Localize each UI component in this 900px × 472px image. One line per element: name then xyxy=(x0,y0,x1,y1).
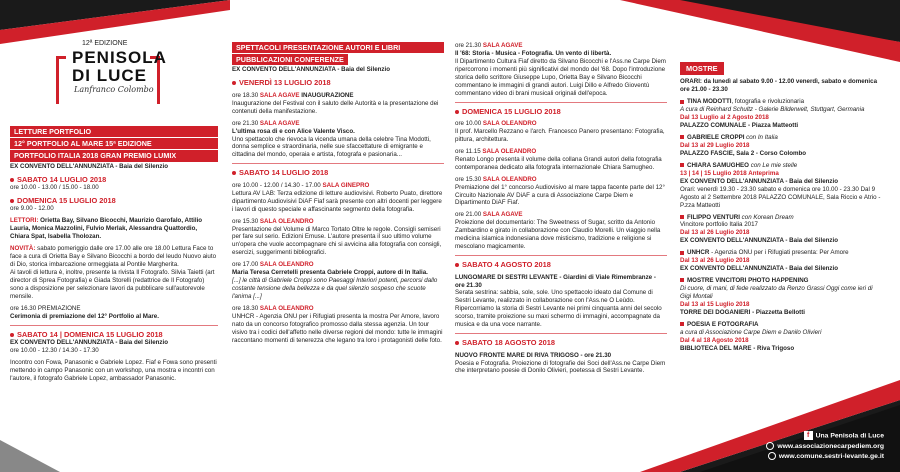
event-av-premiazione-text: Premiazione del 1° concorso Audiovisivo al mare tappa facente parte del 12° Circuito Nazionale AV DiAF a cura di Associazione Carpe Diem e Dipartimento DiAF Fiaf. xyxy=(455,183,665,207)
bar-letture: LETTURE PORTFOLIO xyxy=(10,126,218,137)
bar-portfolio-al-mare: 12° PORTFOLIO AL MARE 15ª EDIZIONE xyxy=(10,138,218,149)
day3-text: Incontro con Fowa, Panasonic e Gabriele Lopez. Fiaf e Fowa sono presenti mettendo in campo Panasonic con un workshop, una mostra e incontri con l'autore, il fotografo Gabriele Lopez, ambassador Panasonic. xyxy=(10,359,217,382)
event-longo-head: ore 11.15 SALA OLEANDRO xyxy=(455,147,537,155)
event-unhcr-text: UNHCR - Agenzia ONU per i Rifugiati presenta la mostra Per Amore, lavoro nato da un concorso fotografico promosso dalla stessa agenzia. Un tour visivo tra i codici dell'affetto nelle diverse regioni del mondo: tutte le immagini raccontano momenti di tenerezza che legano tra loro i protagonisti delle foto. xyxy=(232,312,443,344)
bar-spettacoli: SPETTACOLI PRESENTAZIONE AUTORI E LIBRI xyxy=(232,42,444,53)
mostre-header: MOSTRE xyxy=(680,62,724,75)
column-portfolio xyxy=(10,126,218,383)
column-eventi xyxy=(455,42,667,375)
website-link-carpediem[interactable]: www.associazionecarpediem.org xyxy=(766,442,884,452)
day-time-2: ore 9.00 - 12.00 xyxy=(10,205,54,213)
event-68-text: Il Dipartimento Cultura Fiaf diretto da Silvano Bicocchi e l'Ass.ne Carpe Diem ripercorrono i momenti più significativi del mondo del '68. Dopo l'introduzione storica dello scrittore Giuseppe Lupo, Orietta Bay e Silvano Bicocchi commentano le immagini di grandi autori. Luigi Dillo e Alfredo Gioventù commentano video di brani musicali originali dell'epoca. xyxy=(455,57,666,97)
mostra-item: FILIPPO VENTURI con Korean Dream Vincitore portfolio Italia 2017 Dal 13 al 26 Luglio 2018 EX CONVENTO DELL'ANNUNZIATA - Baia del Silenzio xyxy=(680,213,839,245)
event-croppi-text: Maria Teresa Cerretelli presenta Gabriele Croppi, autore di In Italia. xyxy=(232,269,428,277)
event-68-head: ore 21.30 SALA AGAVE xyxy=(455,42,523,49)
event-ultima-rosa-title: L'ultima rosa di e con Alice Valente Visco. xyxy=(232,127,355,135)
event-inaugurazione-text: Inaugurazione del Festival con il saluto delle Autorità e la presentazione dei contenuti della manifestazione. xyxy=(232,99,439,115)
event-riva-head: NUOVO FRONTE MARE DI RIVA TRIGOSO - ore 21.30 xyxy=(455,351,612,359)
mostra-item: TINA MODOTTI, fotografia e rivoluzionaria A cura di Reinhard Schultz - Galerie Bilderwelt, Stuttgart, Germania Dal 13 Luglio al 2 Agosto 2018 PALAZZO COMUNALE - Piazza Matteotti xyxy=(680,98,865,130)
event-av-premiazione-head: ore 15.30 SALA OLEANDRO xyxy=(455,175,537,183)
mostra-item: UNHCR - Agenzia ONU per i Rifugiati presenta: Per Amore Dal 13 al 26 Luglio 2018 EX CONVENTO DELL'ANNUNZIATA - Baia del Silenzio xyxy=(680,249,849,273)
day-heading-sabato-14: SABATO 14 LUGLIO 2018 xyxy=(232,168,444,177)
event-unhcr-head: ore 18.30 SALA OLEANDRO xyxy=(232,304,314,312)
day3-time: ore 10.00 - 12.30 / 14.30 - 17.30 xyxy=(10,347,99,355)
day-heading-venerdi: VENERDÌ 13 LUGLIO 2018 xyxy=(232,78,444,87)
event-avlab-text: Lettura AV LAB: Terza edizione di letture audiovisivi. Roberto Puato, direttore dipartimento Audiovisivi DiAF Fiaf sarà presente con altri docenti per leggere i lavori di questo speciale e affascinante segmento della fotografia. xyxy=(232,189,443,213)
logo-title-line1: PENISOLA xyxy=(72,47,167,67)
event-riva-text: Poesia e Fotografia. Proiezione di fotografie dei Soci dell'Ass.ne Carpe Diem che interpretano poesie di Donilo Olivieri, poetessa di Sestri Levante. xyxy=(455,359,666,375)
footer-links xyxy=(766,431,884,462)
column-mostre xyxy=(680,62,885,353)
event-croppi-quote: [...] le città di Gabriele Croppi sono Paesaggi Interiori potenti, percorsi dallo costante tensione della bellezza e da quel silenzio sospeso che scuote l'anima [...] xyxy=(232,277,438,300)
globe-icon xyxy=(768,452,776,460)
website-link-comune[interactable]: www.comune.sestri-levante.ge.it xyxy=(766,452,884,462)
mostra-item: MOSTRE VINCITORI PHOTO HAPPENING Di cuore, di mani, di fede realizzato da Renzo Grassi Oggi come ieri di Gigi Montali Dal 13 al 15 Luglio 2018 TORRE DEI DOGANIERI - Piazzetta Bellotti xyxy=(680,277,873,316)
day-heading-1: SABATO 14 LUGLIO 2018 xyxy=(10,175,218,184)
event-avlab-head: ore 10.00 - 12.00 / 14.30 - 17.00 SALA GINEPRO xyxy=(232,181,370,189)
bar-pubblicazioni: PUBBLICAZIONI CONFERENZE xyxy=(232,54,348,65)
mostra-item: CHIARA SAMUGHEO con Le mie stelle 13 | 14 | 15 Luglio 2018 Anteprima EX CONVENTO DELL'ANNUNZIATA - Baia del Silenzio Orari: venerdì 19.30 - 23.30 sabato e domenica ore 10.00 - 23.30 Dal 9 Agosto al 2 Settembre 2018 PALAZZO COMUNALE, Sala Riccio e Atrio - P.zza Matteotti xyxy=(680,161,881,209)
day-heading-2: DOMENICA 15 LUGLIO 2018 xyxy=(10,196,218,205)
day3-venue: EX CONVENTO DELL'ANNUNZIATA - Baia del Silenzio xyxy=(10,339,169,347)
mostre-orari: ORARI: da lunedì al sabato 9.00 - 12.00 venerdì, sabato e domenica ore 21.00 - 23.30 xyxy=(680,78,878,94)
event-sugar-text: Proiezione del documentario: The Sweetness of Sugar, scritto da Antonio Zambardino e girato in collaborazione con Claudio Morelli. Un viaggio nella medicina islamica indonesiana dove misticismo, tradizione e religione si mescolano magicamente. xyxy=(455,219,661,251)
festival-logo xyxy=(64,40,194,95)
bottom-left-grey-shape xyxy=(0,440,60,472)
event-68-title: Il '68: Storia - Musica - Fotografia. Un vento di libertà. xyxy=(455,49,612,57)
day-heading-domenica-15: DOMENICA 15 LUGLIO 2018 xyxy=(455,107,667,116)
day-heading-3: SABATO 14 | DOMENICA 15 LUGLIO 2018 xyxy=(10,330,218,339)
day-heading-sabato-4-agosto: SABATO 4 AGOSTO 2018 xyxy=(455,260,667,269)
facebook-icon: f xyxy=(804,431,813,440)
event-croppi-head: ore 17.00 SALA OLEANDRO xyxy=(232,261,314,269)
premiazione-time: ore 16.30 PREMIAZIONE xyxy=(10,304,81,312)
facebook-link[interactable]: f Una Penisola di Luce xyxy=(766,431,884,441)
event-sugar-head: ore 21.00 SALA AGAVE xyxy=(455,211,523,219)
logo-signature: Lanfranco Colombo xyxy=(74,84,154,94)
event-inaugurazione-head: ore 18.30 SALA AGAVE INAUGURAZIONE xyxy=(232,91,354,99)
bar-portfolio-italia: PORTFOLIO ITALIA 2018 GRAN PREMIO LUMIX xyxy=(10,150,218,161)
novita-text: NOVITÀ: sabato pomeriggio dalle ore 17.00 alle ore 18.00 Lettura Face to face a cura di Orietta Bay e Silvano Bicocchi a bordo del leudo Nuovo aiuto di Dio, storica imbarcazione ormeggiata al Pontile Margherita. xyxy=(10,245,217,269)
logo-edition: 12ª EDIZIONE xyxy=(82,40,128,47)
event-rezzano-head: ore 10.00 SALA OLEANDRO xyxy=(455,120,537,128)
event-lungomare-text: Serata sestrina: sabbia, sole, sole. Uno spettacolo ideato dal Comune di Sestri Levante, realizzato in collaborazione con l'Ass.ne O Leùdo. Ripercorriamo la storia di Sestri Levante nei primi cinquanta anni del secolo scorso, tramite proiezione su maxi schermo di immagini, accompagnate da musica e da una voce narrante. xyxy=(455,289,662,329)
day-heading-sabato-18-agosto: SABATO 18 AGOSTO 2018 xyxy=(455,338,667,347)
day-time-1: ore 10.00 - 13.00 / 15.00 - 18.00 xyxy=(10,184,99,192)
premiazione-text: Cerimonia di premiazione del 12° Portfolio al Mare. xyxy=(10,312,159,320)
tavoli-text: Ai tavoli di lettura è, inoltre, presente la rivista Il Fotografo. Silvia Taietti (art director di Sprea Fotografia) e Giada Storelli (redattrice de Il Fotografo) sono a disposizione per selezionare lavori da pubblicare sull'autorevole mensile. xyxy=(10,269,215,300)
spettacoli-venue: EX CONVENTO DELL'ANNUNZIATA - Baia del Silenzio xyxy=(232,66,391,74)
lettori-text: LETTORI: Orietta Bay, Silvano Bicocchi, Maurizio Garofalo, Attilio Lauria, Monica Mazzolini, Fulvio Merlak, Alessandra Quattordio, Chiara Spat, Isabella Tholozan. xyxy=(10,217,203,241)
logo-title-line2: DI LUCE xyxy=(72,65,147,85)
mostra-item: GABRIELE CROPPI con In Italia Dal 13 al 29 Luglio 2018 PALAZZO FASCIE, Sala 2 - Corso Colombo xyxy=(680,134,807,157)
event-longo-text: Renato Longo presenta il volume della collana Grandi autori della fotografia contemporanea dedicato alla fotografa internazionale Chiara Samugheo. xyxy=(455,155,662,171)
event-ultima-rosa-head: ore 21.30 SALA AGAVE xyxy=(232,119,300,127)
mostra-item: POESIA E FOTOGRAFIA a cura di Associazione Carpe Diem e Danilo Olivieri Dal 4 al 18 Agosto 2018 BIBLIOTECA DEL MARE - Riva Trigoso xyxy=(680,320,822,352)
event-rezzano-text: Il prof. Marcello Rezzano e l'arch. Francesco Panero presentano: Fotografia, pittura, architettura. xyxy=(455,127,665,143)
globe-icon xyxy=(766,442,774,450)
portfolio-venue: EX CONVENTO DELL'ANNUNZIATA - Baia del Silenzio xyxy=(10,162,169,170)
event-lungomare-head: LUNGOMARE DI SESTRI LEVANTE - Giardini di Viale Rimembranze - ore 21.30 xyxy=(455,273,656,289)
event-tortato-text: Presentazione del Volume di Marco Tortato Oltre le regole. Consigli semiseri per fare sul serio. Edizioni Emuse. L'autore presenta il suo ultimo volume un'opera che vuole accompagnare chi si avvicina alla fotografia con consigli, esercizi, suggerimenti bibliografici. xyxy=(232,225,442,257)
column-spettacoli xyxy=(232,42,444,345)
event-tortato-head: ore 15.30 SALA OLEANDRO xyxy=(232,217,314,225)
event-ultima-rosa-text: Uno spettacolo che rievoca la vicenda umana della celebre Tina Modotti, donna semplice e straordinaria, nelle sue sfaccettature di emigrante e cittadina del mondo, operaia e artista, fotografa e pasionaria... xyxy=(232,135,431,159)
